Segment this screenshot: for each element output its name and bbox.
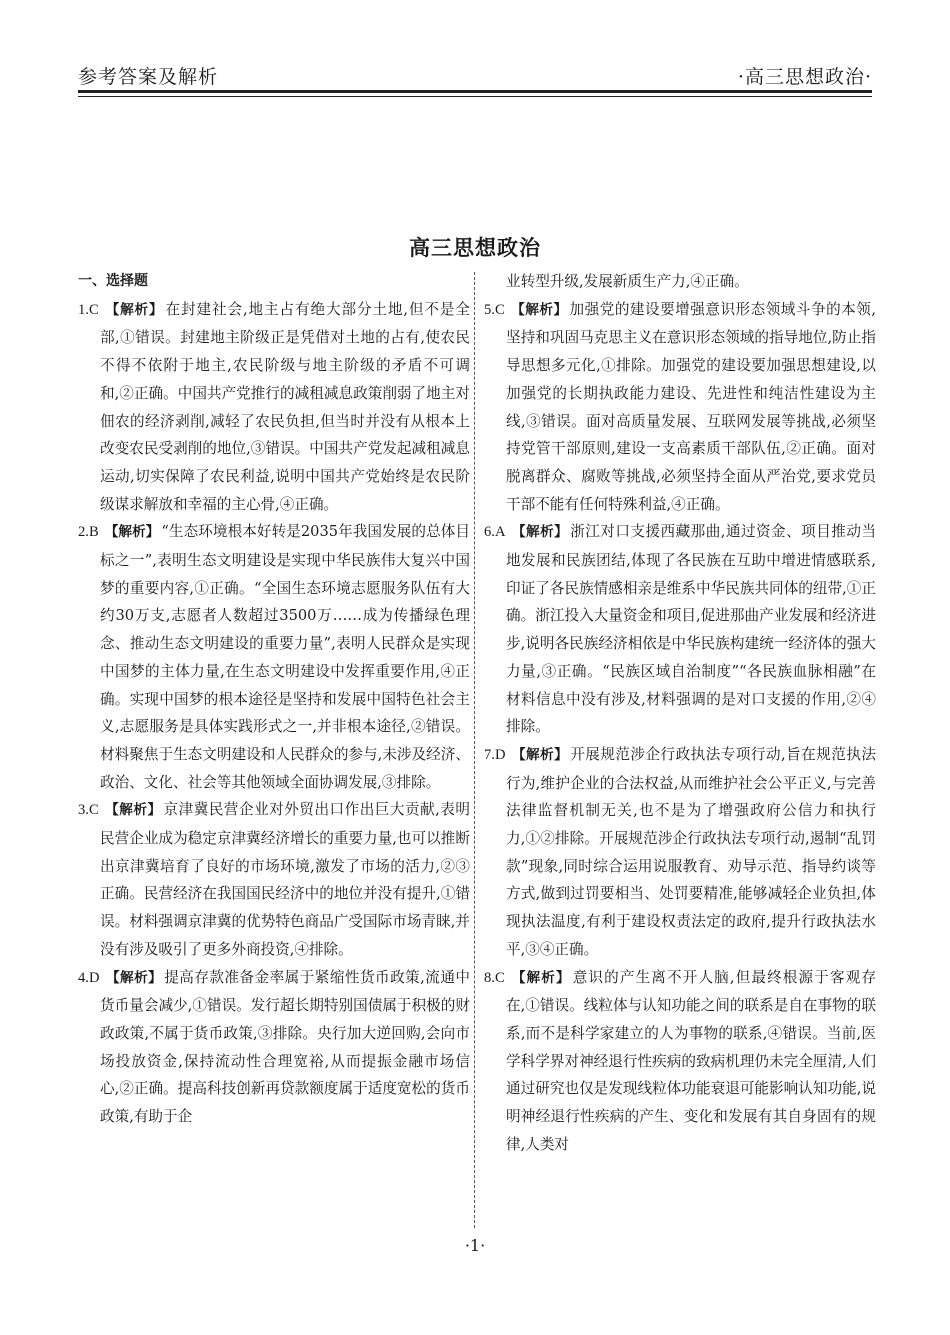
item-number: 4.D — [78, 969, 100, 986]
item-number: 6.A — [484, 524, 506, 541]
item-text: 提高存款准备金率属于紧缩性货币政策,流通中货币量会减少,①错误。发行超长期特别国债属于积极的财政政策,不属于货币政策,③排除。央行加大逆回购,会向市场投放资金,保持流动性合理宽裕,从而提振金融市场信心,②正确。提高科技创新再贷款额度属于适度宽松的货币政策,有助于企 — [100, 968, 470, 1126]
item-text: 开展规范涉企行政执法专项行动,旨在规范执法行为,维护企业的合法权益,从而维护社会公平正义,与完善法律监督机制无关,也不是为了增强政府公信力和执行力,①②排除。开展规范涉企行政执法专项行动,遏制“乱罚款”现象,同时综合运用说服教育、劝导示范、指导约谈等方式,做到过罚要相当、处罚要精准,能够减轻企业负担,体现执法温度,有利于建设权责法定的政府,提升行政执法水平,③④正确。 — [506, 745, 876, 958]
item-number: 2.B — [78, 524, 99, 541]
item-text: 加强党的建设要增强意识形态领域斗争的本领,坚持和巩固马克思主义在意识形态领域的指导地位,防止指导思想多元化,①排除。加强党的建设要加强思想建设,以加强党的长期执政能力建设、先进性和纯洁性建设为主线,③错误。面对高质量发展、互联网发展等挑战,必须坚持党管干部原则,建设一支高素质干部队伍,②正确。面对脱离群众、腐败等挑战,必须坚持全面从严治党,要求党员干部不能有任何特殊利益,④正确。 — [506, 300, 876, 513]
answer-item-5 — [484, 296, 876, 519]
answer-item-7 — [484, 741, 876, 964]
analysis-tag: 【解析】 — [104, 301, 164, 318]
answer-item-2 — [78, 518, 470, 796]
header-rule-thick — [78, 90, 872, 93]
item-text: 在封建社会,地主占有绝大部分土地,但不是全部,①错误。封建地主阶级正是凭借对土地的占有,使农民不得不依附于地主,农民阶级与地主阶级的矛盾不可调和,②正确。中国共产党推行的减租减息政策削弱了地主对佃农的经济剥削,减轻了农民负担,但当时并没有从根本上改变农民受剥削的地位,③错误。中国共产党发起减租减息运动,切实保障了农民利益,说明中国共产党始终是农民阶级谋求解放和幸福的主心骨,④正确。 — [100, 300, 471, 513]
section-heading: 一、选择题 — [78, 273, 148, 289]
analysis-tag: 【解析】 — [511, 524, 569, 541]
answer-item-4 — [78, 964, 470, 1131]
item-number: 7.D — [484, 746, 506, 763]
page-header — [78, 58, 872, 90]
item-number: 8.C — [484, 969, 505, 986]
analysis-tag: 【解析】 — [104, 802, 162, 819]
analysis-tag: 【解析】 — [104, 524, 160, 541]
item-number: 1.C — [78, 301, 99, 318]
item-number: 5.C — [484, 301, 505, 318]
answer-item-6 — [484, 518, 876, 741]
header-left-title: 参考答案及解析 — [78, 66, 219, 88]
answer-item-1 — [78, 296, 470, 519]
answer-item-3 — [78, 796, 470, 963]
header-rule-thin — [78, 96, 872, 97]
item-text: 意识的产生离不开人脑,但最终根源于客观存在,①错误。线粒体与认知功能之间的联系是自在事物的联系,而不是科学家建立的人为事物的联系,④错误。当前,医学科学界对神经退行性疾病的致病机理仍未完全厘清,人们通过研究也仅是发现线粒体功能衰退可能影响认知功能,说明神经退行性疾病的产生、变化和发展有其自身固有的规律,人类对 — [506, 968, 876, 1153]
item-text: 浙江对口支援西藏那曲,通过资金、项目推动当地发展和民族团结,体现了各民族在互助中增进情感联系,印证了各民族情感相亲是维系中华民族共同体的纽带,①正确。浙江投入大量资金和项目,促进那曲产业发展和经济进步,说明各民族经济相依是中华民族构建统一经济体的强大力量,③正确。“民族区域自治制度”“各民族血脉相融”在材料信息中没有涉及,材料强调的是对口支援的作用,②④排除。 — [506, 523, 876, 736]
column-divider — [474, 272, 475, 1228]
analysis-tag: 【解析】 — [511, 746, 569, 763]
document-title: 高三思想政治 — [409, 235, 541, 260]
analysis-tag: 【解析】 — [105, 969, 163, 986]
header-right-title: ·高三思想政治· — [737, 66, 872, 88]
item-number: 3.C — [78, 802, 99, 819]
analysis-tag: 【解析】 — [510, 301, 568, 318]
left-column — [78, 268, 470, 1131]
answer-item-8 — [484, 964, 876, 1159]
item-4-continuation: 业转型升级,发展新质生产力,④正确。 — [506, 273, 749, 290]
item-text: 京津冀民营企业对外贸出口作出巨大贡献,表明民营企业成为稳定京津冀经济增长的重要力量,也可以推断出京津冀培育了良好的市场环境,激发了市场的活力,②③正确。民营经济在我国国民经济中的地位并没有提升,①错误。材料强调京津冀的优势特色商品广受国际市场青睐,并没有涉及吸引了更多外商投资,④排除。 — [100, 801, 470, 958]
page-number: ·1· — [464, 1236, 486, 1255]
right-column — [484, 268, 876, 1159]
item-text: “生态环境根本好转是2035年我国发展的总体目标之一”,表明生态文明建设是实现中华民族伟大复兴中国梦的重要内容,①正确。“全国生态环境志愿服务队伍有大约30万支,志愿者人数超过3500万……成为传播绿色理念、推动生态文明建设的重要力量”,表明人民群众是实现中国梦的主体力量,在生态文明建设中发挥重要作用,④正确。实现中国梦的根本途径是坚持和发展中国特色社会主义,志愿服务是具体实践形式之一,并非根本途径,②错误。材料聚焦于生态文明建设和人民群众的参与,未涉及经济、政治、文化、社会等其他领域全面协调发展,③排除。 — [100, 523, 470, 791]
analysis-tag: 【解析】 — [510, 969, 571, 986]
